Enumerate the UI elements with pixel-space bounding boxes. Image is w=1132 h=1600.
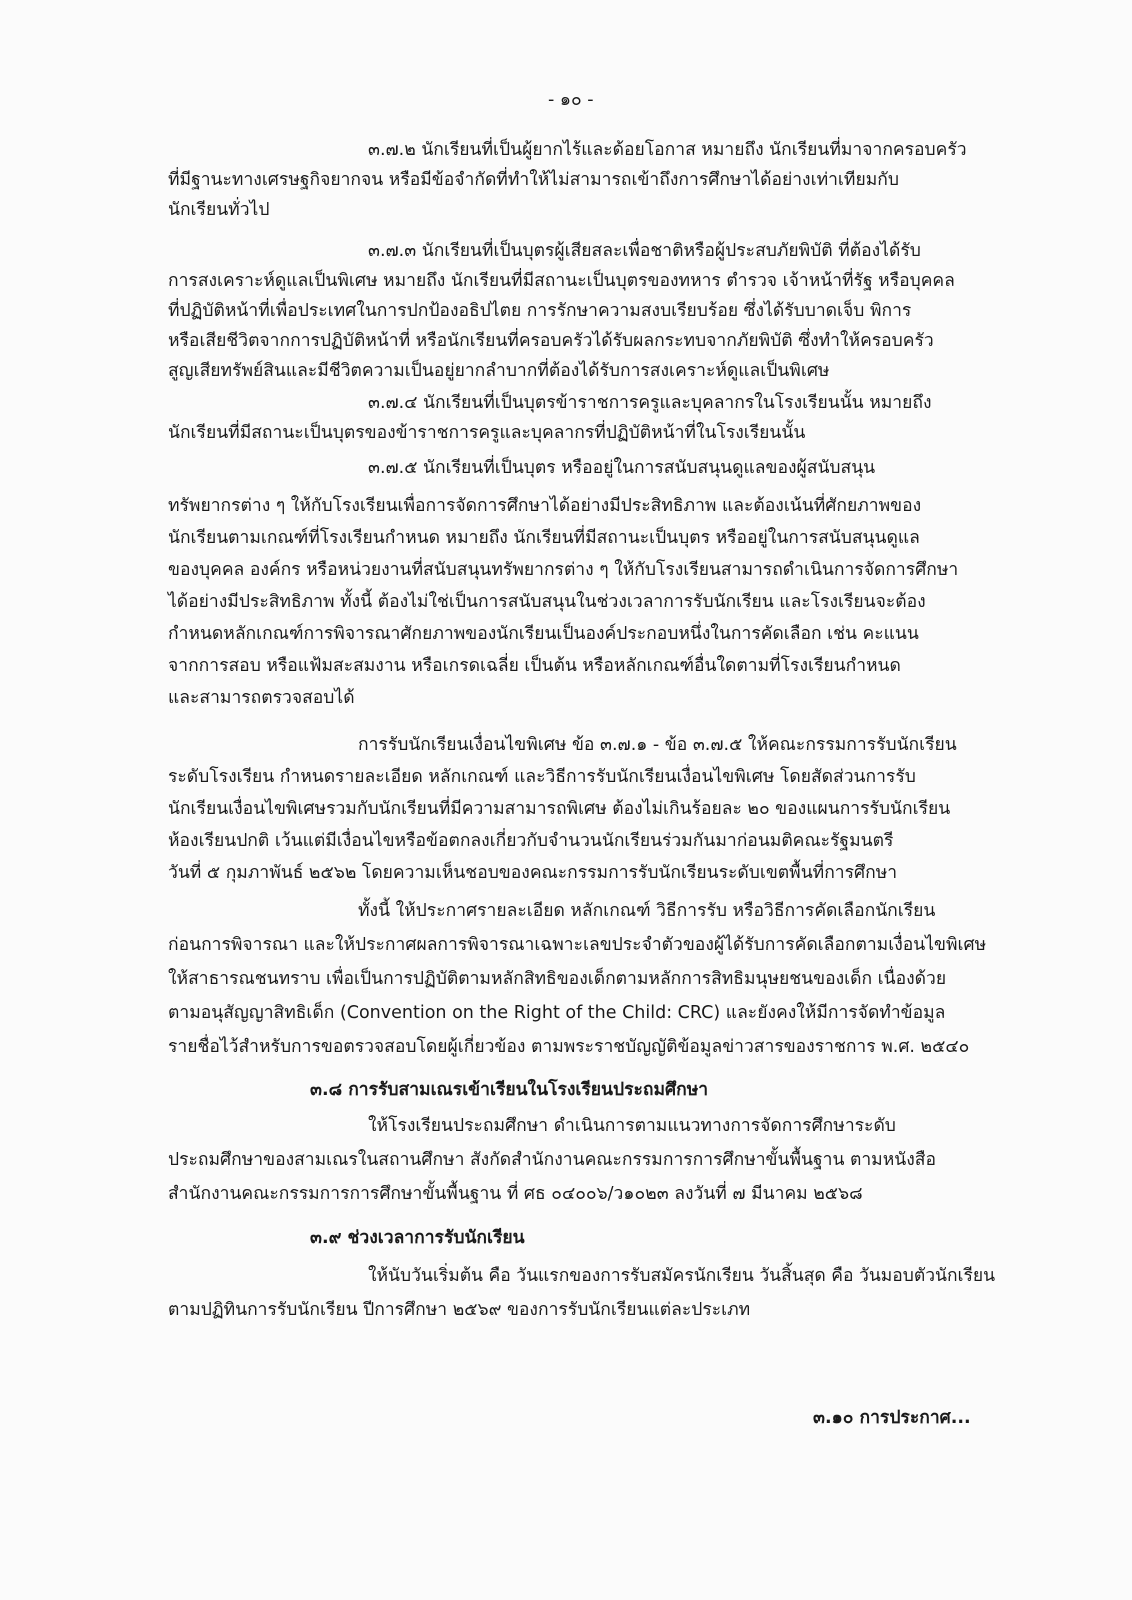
- section-heading: ๓.๘ การรับสามเณรเข้าเรียนในโรงเรียนประถมศึกษา: [310, 1080, 709, 1100]
- continuation-footer: ๓.๑๐ การประกาศ...: [813, 1408, 971, 1428]
- paragraph-line: ห้องเรียนปกติ เว้นแต่มีเงื่อนไขหรือข้อตกลงเกี่ยวกับจำนวนนักเรียนร่วมกันมาก่อนมติคณะรัฐมนตรี: [168, 831, 894, 851]
- paragraph-line: ให้นับวันเริ่มต้น คือ วันแรกของการรับสมัครนักเรียน วันสิ้นสุด คือ วันมอบตัวนักเรียน: [368, 1266, 996, 1286]
- paragraph-line: ที่ปฏิบัติหน้าที่เพื่อประเทศในการปกป้องอธิปไตย การรักษาความสงบเรียบร้อย ซึ่งได้รับบาดเจ็บ พิการ: [168, 301, 912, 321]
- paragraph-line: และสามารถตรวจสอบได้: [168, 688, 355, 708]
- paragraph-line: ตามปฏิทินการรับนักเรียน ปีการศึกษา ๒๕๖๙ ของการรับนักเรียนแต่ละประเภท: [168, 1300, 751, 1320]
- paragraph-line: ก่อนการพิจารณา และให้ประกาศผลการพิจารณาเฉพาะเลขประจำตัวของผู้ได้รับการคัดเลือกตามเงื่อนไขพิเศษ: [168, 935, 987, 955]
- paragraph-line: การรับนักเรียนเงื่อนไขพิเศษ ข้อ ๓.๗.๑ - ข้อ ๓.๗.๕ ให้คณะกรรมการรับนักเรียน: [358, 735, 957, 755]
- paragraph-line: ให้สาธารณชนทราบ เพื่อเป็นการปฏิบัติตามหลักสิทธิของเด็กตามหลักการสิทธิมนุษยชนของเด็ก เนื่องด้วย: [168, 969, 947, 989]
- paragraph-line: นักเรียนที่มีสถานะเป็นบุตรของข้าราชการครูและบุคลากรที่ปฏิบัติหน้าที่ในโรงเรียนนั้น: [168, 423, 806, 443]
- paragraph-line: นักเรียนตามเกณฑ์ที่โรงเรียนกำหนด หมายถึง นักเรียนที่มีสถานะเป็นบุตร หรืออยู่ในการสนับสนุนดูแล: [168, 528, 920, 548]
- paragraph-line: ของบุคคล องค์กร หรือหน่วยงานที่สนับสนุนทรัพยากรต่าง ๆ ให้กับโรงเรียนสามารถดำเนินการจัดการศึกษา: [168, 560, 959, 580]
- paragraph-line: ได้อย่างมีประสิทธิภาพ ทั้งนี้ ต้องไม่ใช่เป็นการสนับสนุนในช่วงเวลาการรับนักเรียน และโรงเรียนจะต้อง: [168, 592, 926, 612]
- paragraph-line: สูญเสียทรัพย์สินและมีชีวิตความเป็นอยู่ยากลำบากที่ต้องได้รับการสงเคราะห์ดูแลเป็นพิเศษ: [168, 361, 830, 381]
- paragraph-line: ตามอนุสัญญาสิทธิเด็ก (Convention on the Right of the Child: CRC) และยังคงให้มีการจัดทำข้อมูล: [168, 1003, 946, 1023]
- paragraph-line: ที่มีฐานะทางเศรษฐกิจยากจน หรือมีข้อจำกัดที่ทำให้ไม่สามารถเข้าถึงการศึกษาได้อย่างเท่าเทียมกับ: [168, 170, 899, 190]
- paragraph-line: ทรัพยากรต่าง ๆ ให้กับโรงเรียนเพื่อการจัดการศึกษาได้อย่างมีประสิทธิภาพ และต้องเน้นที่ศักยภาพของ: [168, 496, 922, 516]
- paragraph-line: การสงเคราะห์ดูแลเป็นพิเศษ หมายถึง นักเรียนที่มีสถานะเป็นบุตรของทหาร ตำรวจ เจ้าหน้าที่รัฐ หรือบุคคล: [168, 271, 955, 291]
- paragraph-line: นักเรียนเงื่อนไขพิเศษรวมกับนักเรียนที่มีความสามารถพิเศษ ต้องไม่เกินร้อยละ ๒๐ ของแผนการรับนักเรียน: [168, 799, 951, 819]
- paragraph-line: ๓.๗.๕ นักเรียนที่เป็นบุตร หรืออยู่ในการสนับสนุนดูแลของผู้สนับสนุน: [368, 458, 876, 478]
- paragraph-line: ประถมศึกษาของสามเณรในสถานศึกษา สังกัดสำนักงานคณะกรรมการการศึกษาขั้นพื้นฐาน ตามหนังสือ: [168, 1150, 936, 1170]
- paragraph-line: จากการสอบ หรือแฟ้มสะสมงาน หรือเกรดเฉลี่ย เป็นต้น หรือหลักเกณฑ์อื่นใดตามที่โรงเรียนกำหนด: [168, 656, 901, 676]
- paragraph-line: ระดับโรงเรียน กำหนดรายละเอียด หลักเกณฑ์ และวิธีการรับนักเรียนเงื่อนไขพิเศษ โดยสัดส่วนการรับ: [168, 767, 916, 787]
- paragraph-line: นักเรียนทั่วไป: [168, 200, 270, 220]
- paragraph-line: รายชื่อไว้สำหรับการขอตรวจสอบโดยผู้เกี่ยวข้อง ตามพระราชบัญญัติข้อมูลข่าวสารของราชการ พ.ศ. ๒๕๔๐: [168, 1037, 970, 1057]
- paragraph-line: สำนักงานคณะกรรมการการศึกษาขั้นพื้นฐาน ที่ ศธ ๐๔๐๐๖/ว๑๐๒๓ ลงวันที่ ๗ มีนาคม ๒๕๖๘: [168, 1184, 863, 1204]
- paragraph-line: ให้โรงเรียนประถมศึกษา ดำเนินการตามแนวทางการจัดการศึกษาระดับ: [368, 1116, 896, 1136]
- paragraph-line: วันที่ ๕ กุมภาพันธ์ ๒๕๖๒ โดยความเห็นชอบของคณะกรรมการรับนักเรียนระดับเขตพื้นที่การศึกษา: [168, 863, 898, 883]
- section-heading: ๓.๙ ช่วงเวลาการรับนักเรียน: [310, 1228, 525, 1248]
- paragraph-line: หรือเสียชีวิตจากการปฏิบัติหน้าที่ หรือนักเรียนที่ครอบครัวได้รับผลกระทบจากภัยพิบัติ ซึ่งทำให้ครอบครัว: [168, 331, 934, 351]
- paragraph-line: ๓.๗.๒ นักเรียนที่เป็นผู้ยากไร้และด้อยโอกาส หมายถึง นักเรียนที่มาจากครอบครัว: [368, 140, 967, 160]
- paragraph-line: ทั้งนี้ ให้ประกาศรายละเอียด หลักเกณฑ์ วิธีการรับ หรือวิธีการคัดเลือกนักเรียน: [358, 901, 936, 921]
- paragraph-line: ๓.๗.๓ นักเรียนที่เป็นบุตรผู้เสียสละเพื่อชาติหรือผู้ประสบภัยพิบัติ ที่ต้องได้รับ: [368, 241, 921, 261]
- page-number: - ๑๐ -: [548, 90, 594, 110]
- paragraph-line: ๓.๗.๔ นักเรียนที่เป็นบุตรข้าราชการครูและบุคลากรในโรงเรียนนั้น หมายถึง: [368, 393, 932, 413]
- paragraph-line: กำหนดหลักเกณฑ์การพิจารณาศักยภาพของนักเรียนเป็นองค์ประกอบหนึ่งในการคัดเลือก เช่น คะแนน: [168, 624, 919, 644]
